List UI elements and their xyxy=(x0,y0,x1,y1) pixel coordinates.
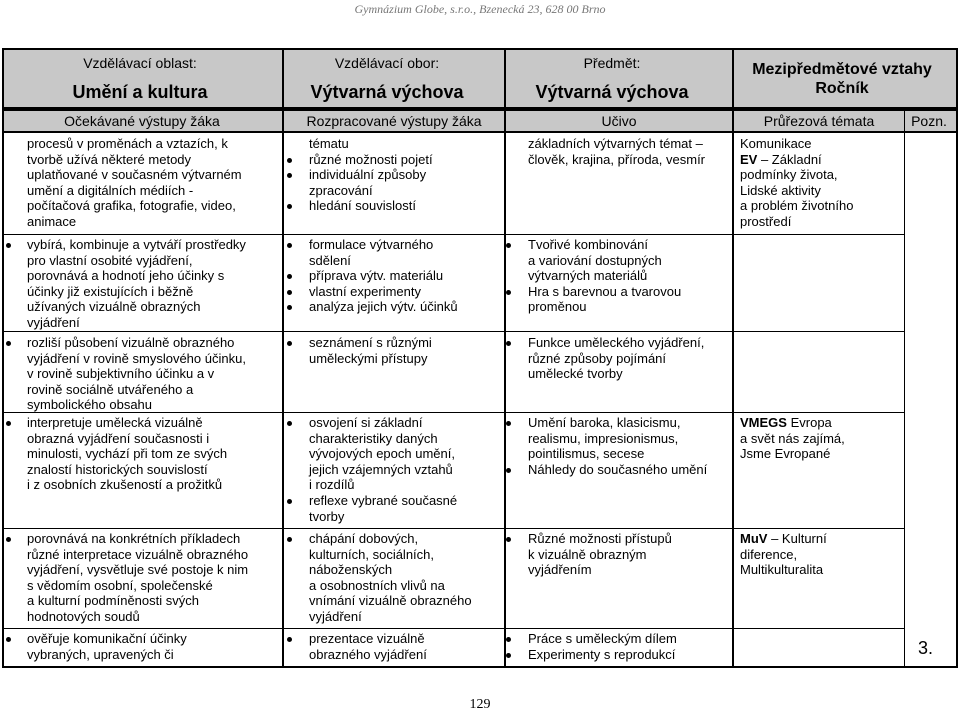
oblast-value: Umění a kultura xyxy=(72,82,208,102)
row1-rozpracovane: tématu různé možnosti pojetí individuální způsoby zpracování hledání souvislostí xyxy=(309,136,504,214)
grid-line xyxy=(956,48,958,668)
row5-ucivo: Různé možnosti přístupů k vizuálně obrazným vyjádřením xyxy=(528,531,732,578)
row-divider xyxy=(4,628,904,629)
side-number: 3. xyxy=(918,638,934,658)
grid-line xyxy=(904,110,905,668)
grid-line xyxy=(2,107,958,111)
col-header-ocekavane: Očekávané výstupy žáka xyxy=(64,113,220,129)
row5-rozpracovane: chápání dobových, kulturních, sociálních, náboženských a osobnostních vlivů na vnímání vizuálně obrazného vyjádření xyxy=(309,531,504,625)
row4-prurezova: VMEGS Evropa a svět nás zajímá, Jsme Evropané xyxy=(740,415,845,462)
row3-ocekavane: rozliší působení vizuálně obrazného vyjádření v rovině smyslového účinku, v rovině subjektivního účinku a v rovině sociálně utvářeného a symbolického obsahu xyxy=(27,335,282,413)
row-divider xyxy=(4,234,904,235)
obor-label: Vzdělávací obor: xyxy=(334,55,440,71)
oblast-label: Vzdělávací oblast: xyxy=(83,55,197,71)
grid-line xyxy=(732,48,734,668)
row1-ucivo: základních výtvarných témat – člověk, krajina, příroda, vesmír xyxy=(528,136,706,167)
grid-line xyxy=(2,131,958,133)
row4-ucivo: Umění baroka, klasicismu, realismu, impresionismus, pointilismus, secese Náhledy do současného umění xyxy=(528,415,732,477)
row6-ocekavane: ověřuje komunikační účinky vybraných, upravených či xyxy=(27,631,282,662)
row-divider xyxy=(4,331,904,332)
row3-rozpracovane: seznámení s různými uměleckými přístupy xyxy=(309,335,504,366)
col-header-prurezova: Průřezová témata xyxy=(763,113,875,129)
grid-line xyxy=(282,48,284,668)
row5-prurezova: MuV – Kulturní diference, Multikulturalita xyxy=(740,531,827,578)
rocnik-label: Ročník xyxy=(815,80,869,97)
row1-ocekavane: procesů v proměnách a vztazích, k tvorbě užívá některé metody uplatňované v současném výtvarném umění a digitálních médiích - počítačová grafika, fotografie, video, animace xyxy=(27,136,242,229)
col-header-pozn: Pozn. xyxy=(911,113,947,129)
grid-line xyxy=(2,48,4,668)
row6-ucivo: Práce s uměleckým dílem Experimenty s reprodukcí xyxy=(528,631,732,662)
mezipredmetove-label: Mezipředmětové vztahy xyxy=(752,61,932,78)
grid-line xyxy=(2,48,958,50)
row6-rozpracovane: prezentace vizuálně obrazného vyjádření xyxy=(309,631,504,662)
grid-line xyxy=(504,48,506,668)
col-header-ucivo: Učivo xyxy=(601,113,637,129)
page-number: 129 xyxy=(469,697,491,712)
grid-line xyxy=(2,666,958,668)
obor-value: Výtvarná výchova xyxy=(310,82,464,102)
col-header-rozpracovane: Rozpracované výstupy žáka xyxy=(306,113,482,129)
row4-ocekavane: interpretuje umělecká vizuálně obrazná vyjádření současnosti i minulosti, vychází při tom ze svých znalostí historických souvislostí i z osobních zkušeností a prožitků xyxy=(27,415,282,493)
row5-ocekavane: porovnává na konkrétních příkladech různé interpretace vizuálně obrazného vyjádření, vysvětluje své postoje k nim s vědomím osobní, společenské a kulturní podmíněnosti svých hodnotových soudů xyxy=(27,531,282,625)
row2-ocekavane: vybírá, kombinuje a vytváří prostředky pro vlastní osobité vyjádření, porovnává a hodnotí jeho účinky s účinky již existujících i běžně užívaných vizuálně obrazných vyjádření xyxy=(27,237,282,331)
row3-ucivo: Funkce uměleckého vyjádření, různé způsoby pojímání umělecké tvorby xyxy=(528,335,732,382)
document-header: Gymnázium Globe, s.r.o., Bzenecká 23, 628 00 Brno xyxy=(354,2,606,16)
row1-prurezova: Komunikace EV – Základní podmínky života, Lidské aktivity a problém životního prostředí xyxy=(740,136,854,229)
row2-rozpracovane: formulace výtvarného sdělení příprava výtv. materiálu vlastní experimenty analýza jejich výtv. účinků xyxy=(309,237,504,315)
predmet-value: Výtvarná výchova xyxy=(535,82,689,102)
row4-rozpracovane: osvojení si základní charakteristiky daných vývojových epoch umění, jejich vzájemných vztahů i rozdílů reflexe vybrané současné tvorby xyxy=(309,415,504,524)
row2-ucivo: Tvořivé kombinování a variování dostupných výtvarných materiálů Hra s barevnou a tvarovou proměnou xyxy=(528,237,732,315)
predmet-label: Předmět: xyxy=(583,55,641,71)
row-divider xyxy=(4,528,904,529)
